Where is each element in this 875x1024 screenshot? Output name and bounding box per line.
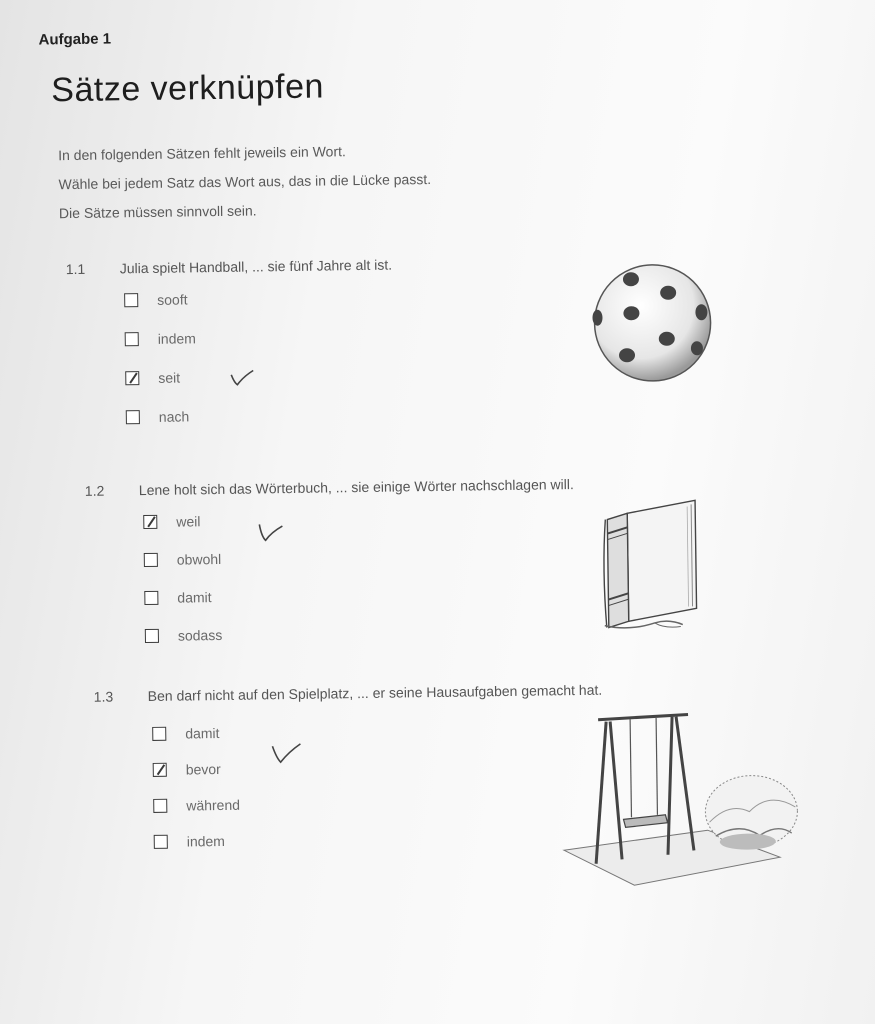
instructions xyxy=(58,136,432,228)
option-label: obwohl xyxy=(176,550,222,568)
option-label: damit xyxy=(177,589,212,606)
checkbox[interactable] xyxy=(152,727,166,741)
option-sooft[interactable] xyxy=(124,289,188,310)
instruction-line: In den folgenden Sätzen fehlt jeweils ein Wort. xyxy=(58,143,346,164)
option-damit[interactable] xyxy=(144,587,212,608)
option-label: indem xyxy=(186,832,226,850)
option-weil[interactable] xyxy=(143,511,200,532)
checkmark-icon xyxy=(270,740,302,766)
option-damit[interactable] xyxy=(152,723,220,744)
checkbox[interactable] xyxy=(145,629,159,643)
question-number: 1.3 xyxy=(93,688,114,705)
question-text: Lene holt sich das Wörterbuch, ... sie einige Wörter nachschlagen will. xyxy=(138,476,574,499)
checkmark-icon xyxy=(229,368,257,388)
option-label: seit xyxy=(158,369,181,386)
option-bevor[interactable] xyxy=(153,759,221,780)
checkbox[interactable] xyxy=(153,799,167,813)
checkbox[interactable] xyxy=(144,553,158,567)
question-text: Julia spielt Handball, ... sie fünf Jahre alt ist. xyxy=(119,256,393,277)
option-obwohl[interactable] xyxy=(144,549,222,570)
option-label: bevor xyxy=(185,760,221,778)
swing-image xyxy=(558,711,808,894)
checkmark-icon xyxy=(257,520,285,544)
question-text: Ben darf nicht auf den Spielplatz, ... er seine Hausaufgaben gemacht hat. xyxy=(147,681,603,705)
option-label: weil xyxy=(176,513,201,530)
option-label: sooft xyxy=(157,291,188,308)
checkbox[interactable] xyxy=(125,332,139,346)
checkbox[interactable] xyxy=(144,591,158,605)
instruction-line: Die Sätze müssen sinnvoll sein. xyxy=(58,202,257,222)
option-label: damit xyxy=(185,725,220,742)
book-image xyxy=(597,498,709,634)
checkbox[interactable] xyxy=(154,835,168,849)
option-label: sodass xyxy=(177,626,223,644)
option-waehrend[interactable] xyxy=(153,795,240,816)
checkbox[interactable] xyxy=(126,410,140,424)
question-number: 1.1 xyxy=(65,260,86,278)
instruction-line: Wähle bei jedem Satz das Wort aus, das in die Lücke passt. xyxy=(58,170,432,193)
checkbox-checked[interactable] xyxy=(125,371,139,385)
option-label: indem xyxy=(157,330,196,347)
ball-image xyxy=(586,262,720,384)
option-indem[interactable] xyxy=(125,328,196,349)
option-sodass[interactable] xyxy=(145,625,223,646)
option-nach[interactable] xyxy=(126,406,190,427)
checkbox-checked[interactable] xyxy=(153,763,167,777)
checkbox[interactable] xyxy=(124,293,138,307)
exercise-label: Aufgabe 1 xyxy=(38,30,112,49)
option-seit[interactable] xyxy=(125,368,180,389)
question-number: 1.2 xyxy=(84,482,105,499)
option-label: nach xyxy=(158,408,190,425)
option-label: während xyxy=(186,796,241,814)
page-title: Sätze verknüpfen xyxy=(51,67,325,110)
option-indem[interactable] xyxy=(154,831,225,852)
checkbox-checked[interactable] xyxy=(143,515,157,529)
